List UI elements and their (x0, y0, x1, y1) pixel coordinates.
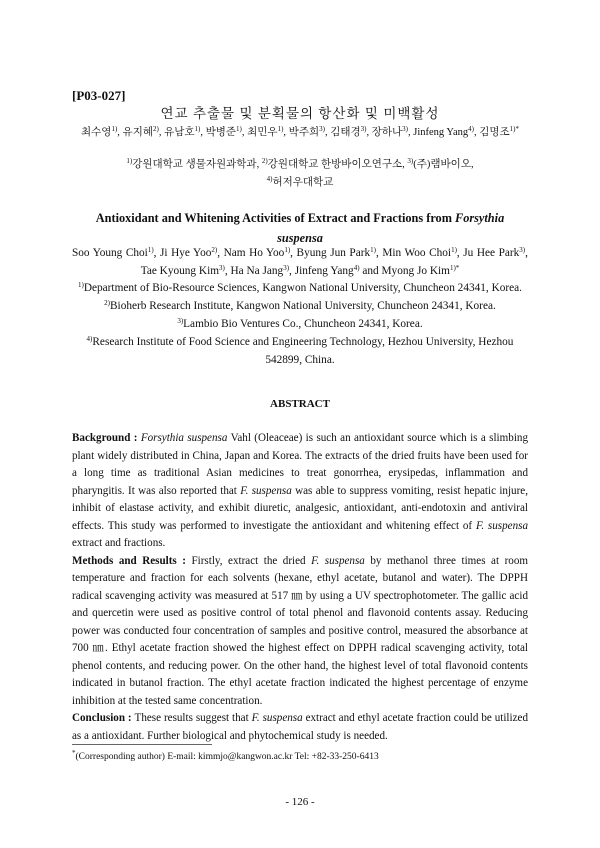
page-number: - 126 - (285, 796, 315, 808)
background-paragraph (72, 430, 528, 553)
affiliation-text: Bioherb Research Institute, Kangwon National University, Chuncheon 24341, Korea. (110, 300, 496, 312)
author-name: Jinfeng Yang (294, 265, 354, 277)
affiliation-marker: 1) (277, 125, 284, 133)
abstract-body (72, 430, 528, 745)
affiliation-marker: 3) (407, 157, 414, 165)
affiliation-marker: 4) (86, 335, 93, 343)
author-name: Myong Jo Kim (381, 265, 450, 277)
affiliation-marker: 1) (284, 246, 291, 254)
footnote-divider (72, 744, 212, 745)
affiliation-marker: 1) (194, 125, 201, 133)
background-text: was able to suppress vomiting, resist hepatic injure, inhibit of elastase activity, and exhibit diuretic, analgesic, antioxidant, anti-endotoxin and antiviral effects. This study was performed to investigate the antioxidant and whitening effect of (72, 484, 528, 532)
species-name: F. suspensa (475, 519, 528, 532)
species-name: F. suspensa (311, 554, 365, 567)
author-name: 최민우 (247, 127, 278, 138)
affiliation-text: (주)램바이오, (413, 159, 474, 170)
english-title-main: Antioxidant and Whitening Activities of Extract and Fractions from (95, 211, 456, 225)
author-name: Ji Hye Yoo (160, 247, 212, 259)
background-text: extract and fractions. (72, 537, 166, 549)
affiliation-marker: 1) (111, 125, 118, 133)
author-name: 김명조 (479, 127, 510, 138)
methods-text: Firstly, extract the dried (191, 554, 312, 567)
author-name: Tae Kyoung Kim (140, 265, 219, 277)
background-text: Vahl (Oleaceae) is such an antioxidant source which is a slimbing plant widely distributed in China, Japan and Korea. The extracts of the dried fruits have been used for a long time as traditional Asian medicines to treat gonorrhea, erysipedas, inflammation and pharyngitis. It was also reported that (72, 432, 528, 497)
affiliation-marker: 1) (77, 281, 84, 289)
english-title (72, 208, 528, 248)
affiliation-marker: 1)* (509, 125, 519, 133)
corresponding-author-footnote (72, 749, 379, 762)
korean-authors: 최수영$^{1)}$, 유지혜$^{2)}$, 유남호$^{1)}$, 박병준$^{1)}$, 최민우$^{1)}$, 박주희$^{3)}$, 김태경$^{3)}$, 장하나$^{3)}$, Jinfeng Yang$^{4)}$, 김명조$^{1)*}$ (81, 125, 519, 138)
author-name: Soo Young Choi (72, 247, 148, 259)
background-label: Background : (72, 432, 141, 444)
author-name: Nam Ho Yoo (223, 247, 285, 259)
author-name: 장하나 (371, 127, 403, 138)
methods-text: by methanol three times at room temperature and fraction for each solvents (hexane, ethyl acetate, butanol and water). The DPPH radical scavenging activity was measured at 517 ㎚ by using a UV spectrophotometer. The gallic acid and quercetin were used as positive control of total phenol and flavonoid contents assay. Reducing power was conducted four concentration of samples and positive control, measured the absorbance at 700 ㎚. Ethyl acetate fraction showed the highest effect on DPPH radical scavenging activity, total phenol contents, and reducing power. On the other hand, the highest level of total flavonoid contents indicated in butanol fraction. The ethyl acetate fraction indicated the highest percentage of enzyme inhibition at the tested same concentration. (72, 554, 528, 707)
methods-label: Methods and Results : (72, 554, 192, 567)
affiliation-text: 강원대학교 한방바이오연구소, (267, 159, 408, 170)
species-name: Forsythia suspensa (140, 432, 228, 444)
affiliation-marker: 3) (283, 264, 290, 272)
affiliation-text: Department of Bio-Resource Sciences, Kangwon National University, Chuncheon 24341, Korea. (83, 282, 522, 294)
affiliation-text: 허저우대학교 (272, 177, 334, 188)
author-name: 유지혜 (122, 127, 153, 138)
affiliation-marker: 1) (236, 125, 242, 133)
author-name: 유남호 (164, 127, 195, 138)
affiliation-marker: 2) (211, 246, 218, 254)
author-name: 최수영 (81, 127, 112, 138)
author-name: Ju Hee Park (463, 247, 520, 259)
author-name: 박병준 (205, 127, 237, 138)
footnote-marker: * (72, 749, 76, 757)
affiliation-marker: 4) (468, 125, 474, 133)
conclusion-text: These results suggest that (134, 712, 252, 724)
english-affiliations (72, 279, 528, 369)
english-authors: Soo Young Choi$^{1)}$, Ji Hye Yoo$^{2)}$, Nam Ho Yoo$^{1)}$, Byung Jun Park$^{1)}$, Min Woo Choi$^{1)}$, Ju Hee Park$^{3)}$, Tae Kyoung Kim$^{3)}$, Ha Na Jang$^{3)}$, Jinfeng Yang$^{4)}$ and Myong Jo Kim$^{1)*}$ (72, 246, 528, 277)
affiliation-text: Lambio Bio Ventures Co., Chuncheon 24341, Korea. (183, 318, 423, 330)
affiliation-marker: 2) (104, 299, 111, 307)
affiliation-text: Research Institute of Food Science and Engineering Technology, Hezhou University, Hezhou 542899, China. (92, 336, 514, 366)
affiliation-marker: 3) (319, 125, 325, 133)
species-name: F. suspensa (251, 712, 303, 724)
author-name: 김태경 (330, 127, 361, 138)
affiliation-marker: 2) (261, 157, 268, 165)
footnote-text: (Corresponding author) E-mail: kimmjo@kangwon.ac.kr Tel: +82-33-250-6413 (75, 752, 379, 762)
author-name: Min Woo Choi (382, 247, 452, 259)
conclusion-text: extract and ethyl acetate fraction could be utilized as a antioxidant. Further biological and phytochemical study is needed. (72, 712, 528, 742)
conclusion-paragraph (72, 710, 528, 745)
abstract-code: [P03-027] (72, 88, 126, 103)
affiliation-marker: 3) (402, 125, 409, 133)
methods-paragraph (72, 553, 528, 711)
affiliation-marker: 1) (126, 157, 133, 165)
affiliation-marker: 1) (370, 246, 376, 254)
korean-affiliations (72, 156, 528, 192)
affiliation-marker: 1) (147, 246, 154, 254)
affiliation-marker: 2) (152, 125, 159, 133)
author-name: Byung Jun Park (296, 247, 371, 259)
abstract-heading: ABSTRACT (270, 398, 330, 410)
affiliation-marker: 3) (519, 246, 526, 254)
author-name: Jinfeng Yang (413, 127, 469, 138)
affiliation-marker: 4) (266, 175, 273, 183)
affiliation-text: 강원대학교 생물자원과학과, (132, 159, 262, 170)
affiliation-marker: 4) (353, 264, 360, 272)
affiliation-marker: 1) (451, 246, 457, 254)
author-name: Ha Na Jang (230, 265, 284, 277)
author-name: 박주희 (288, 127, 320, 138)
affiliation-marker: 3) (177, 317, 184, 325)
affiliation-marker: 3) (219, 264, 225, 272)
conclusion-label: Conclusion : (72, 712, 135, 724)
species-name: F. suspensa (240, 484, 292, 497)
affiliation-marker: 3) (360, 125, 367, 133)
korean-title: 연교 추출물 및 분획물의 항산화 및 미백활성 (160, 106, 440, 121)
english-title-species: Forsythia suspensa (277, 211, 505, 245)
affiliation-marker: 1)* (449, 264, 460, 272)
